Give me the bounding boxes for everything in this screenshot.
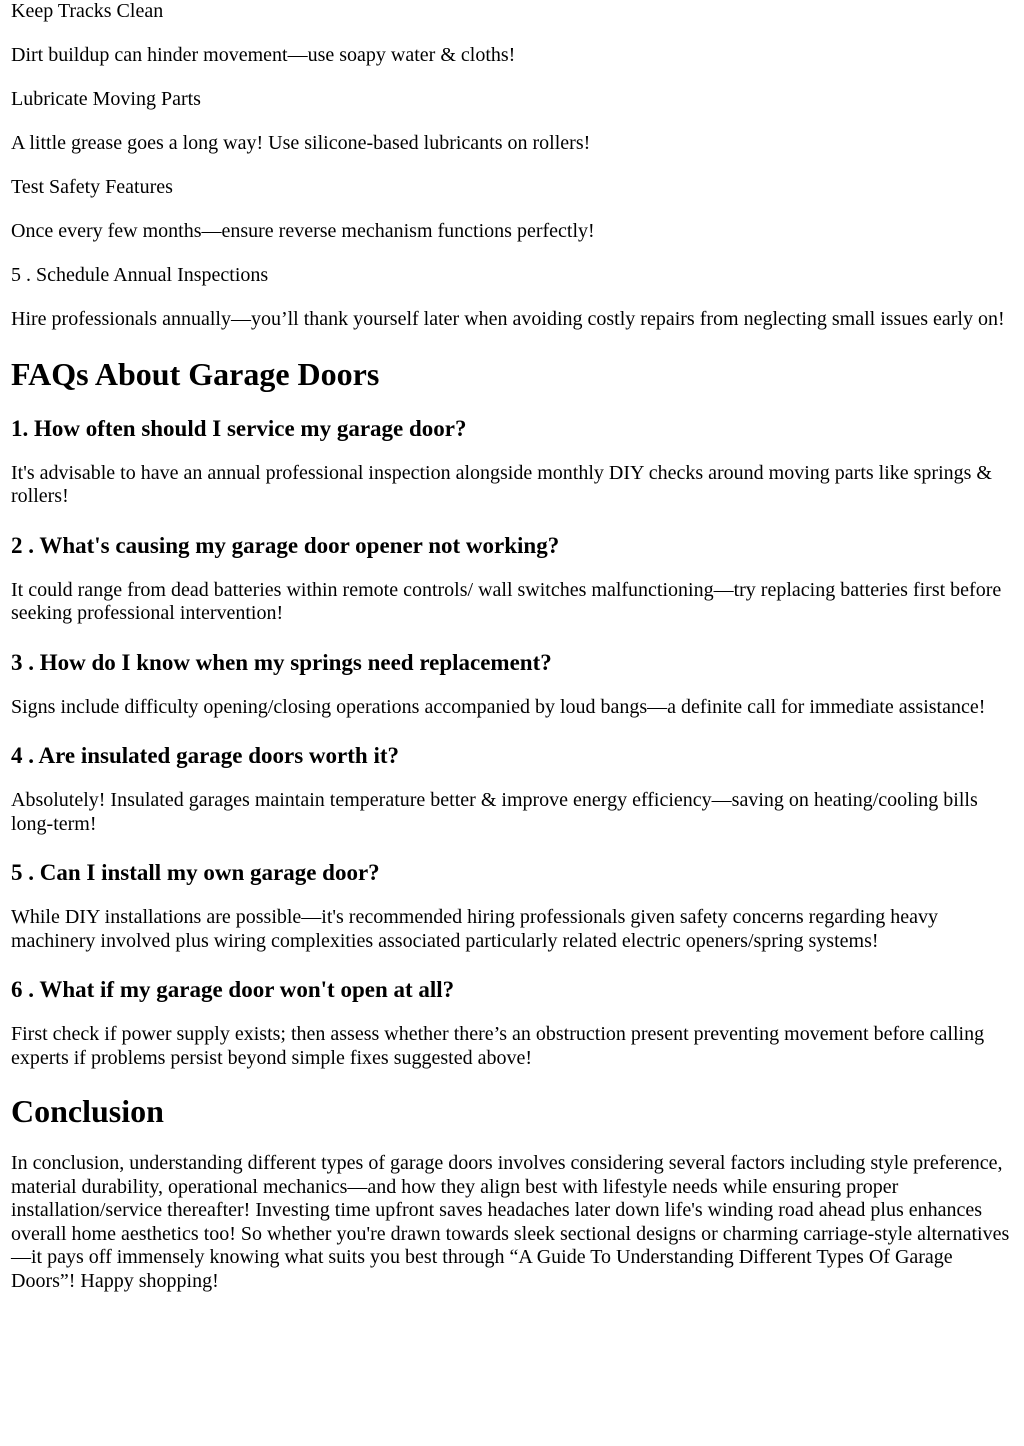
faq-question: 4 . Are insulated garage doors worth it? [11,743,400,768]
faq-answer: It's advisable to have an annual professional inspection alongside monthly DIY checks around moving parts like springs & rollers! [11,461,992,507]
tip-title: Test Safety Features [11,176,173,198]
faq-item [11,649,1014,720]
faq-item [11,859,1014,953]
tip-text: Hire professionals annually—you’ll thank yourself later when avoiding costly repairs from neglecting small issues early on! [11,308,1005,330]
faq-item [11,415,1014,509]
faq-item [11,742,1014,836]
tip-title: Keep Tracks Clean [11,0,164,22]
faq-question: 6 . What if my garage door won't open at all? [11,977,455,1002]
faq-answer: It could range from dead batteries within remote controls/ wall switches malfunctioning—try replacing batteries first before seeking professional intervention! [11,578,1002,624]
tip-text: Once every few months—ensure reverse mechanism functions perfectly! [11,220,595,242]
faq-item [11,976,1014,1070]
tip-item [11,88,1014,156]
tip-item [11,176,1014,244]
faq-heading: FAQs About Garage Doors [11,355,380,392]
tip-title: Lubricate Moving Parts [11,88,201,110]
tip-text: Dirt buildup can hinder movement—use soapy water & cloths! [11,44,516,66]
faq-question: 1. How often should I service my garage door? [11,415,467,441]
faq-question: 5 . Can I install my own garage door? [11,860,380,885]
faq-item [11,532,1014,626]
faq-answer: Absolutely! Insulated garages maintain temperature better & improve energy efficiency—saving on heating/cooling bills long-term! [11,789,978,835]
conclusion-text: In conclusion, understanding different types of garage doors involves considering several factors including style preference, material durability, operational mechanics—and how they align best with lifestyle needs while ensuring proper installation/service thereafter! Investing time upfront saves headaches later down life's winding road ahead plus enhances overall home aesthetics too! So whether you're drawn towards sleek sectional designs or charming carriage-style alternatives—it pays off immensely knowing what suits you best through “A Guide To Understanding Different Types Of Garage Doors”! Happy shopping! [11,1152,1010,1292]
tip-item [11,264,1014,332]
faq-answer: While DIY installations are possible—it's recommended hiring professionals given safety concerns regarding heavy machinery involved plus wiring complexities associated particularly related electric openers/spring systems! [11,906,939,952]
tip-item [11,0,1014,68]
faq-answer: First check if power supply exists; then assess whether there’s an obstruction present preventing movement before calling experts if problems persist beyond simple fixes suggested above! [11,1023,985,1069]
maintenance-tips [11,0,1014,332]
faq-list [11,415,1014,1071]
faq-question: 3 . How do I know when my springs need replacement? [11,649,552,675]
conclusion-heading: Conclusion [11,1093,164,1129]
tip-text: A little grease goes a long way! Use silicone-based lubricants on rollers! [11,132,591,154]
faq-answer: Signs include difficulty opening/closing operations accompanied by loud bangs—a definite call for immediate assistance! [11,695,986,718]
faq-question: 2 . What's causing my garage door opener not working? [11,532,560,558]
tip-title: 5 . Schedule Annual Inspections [11,264,269,286]
